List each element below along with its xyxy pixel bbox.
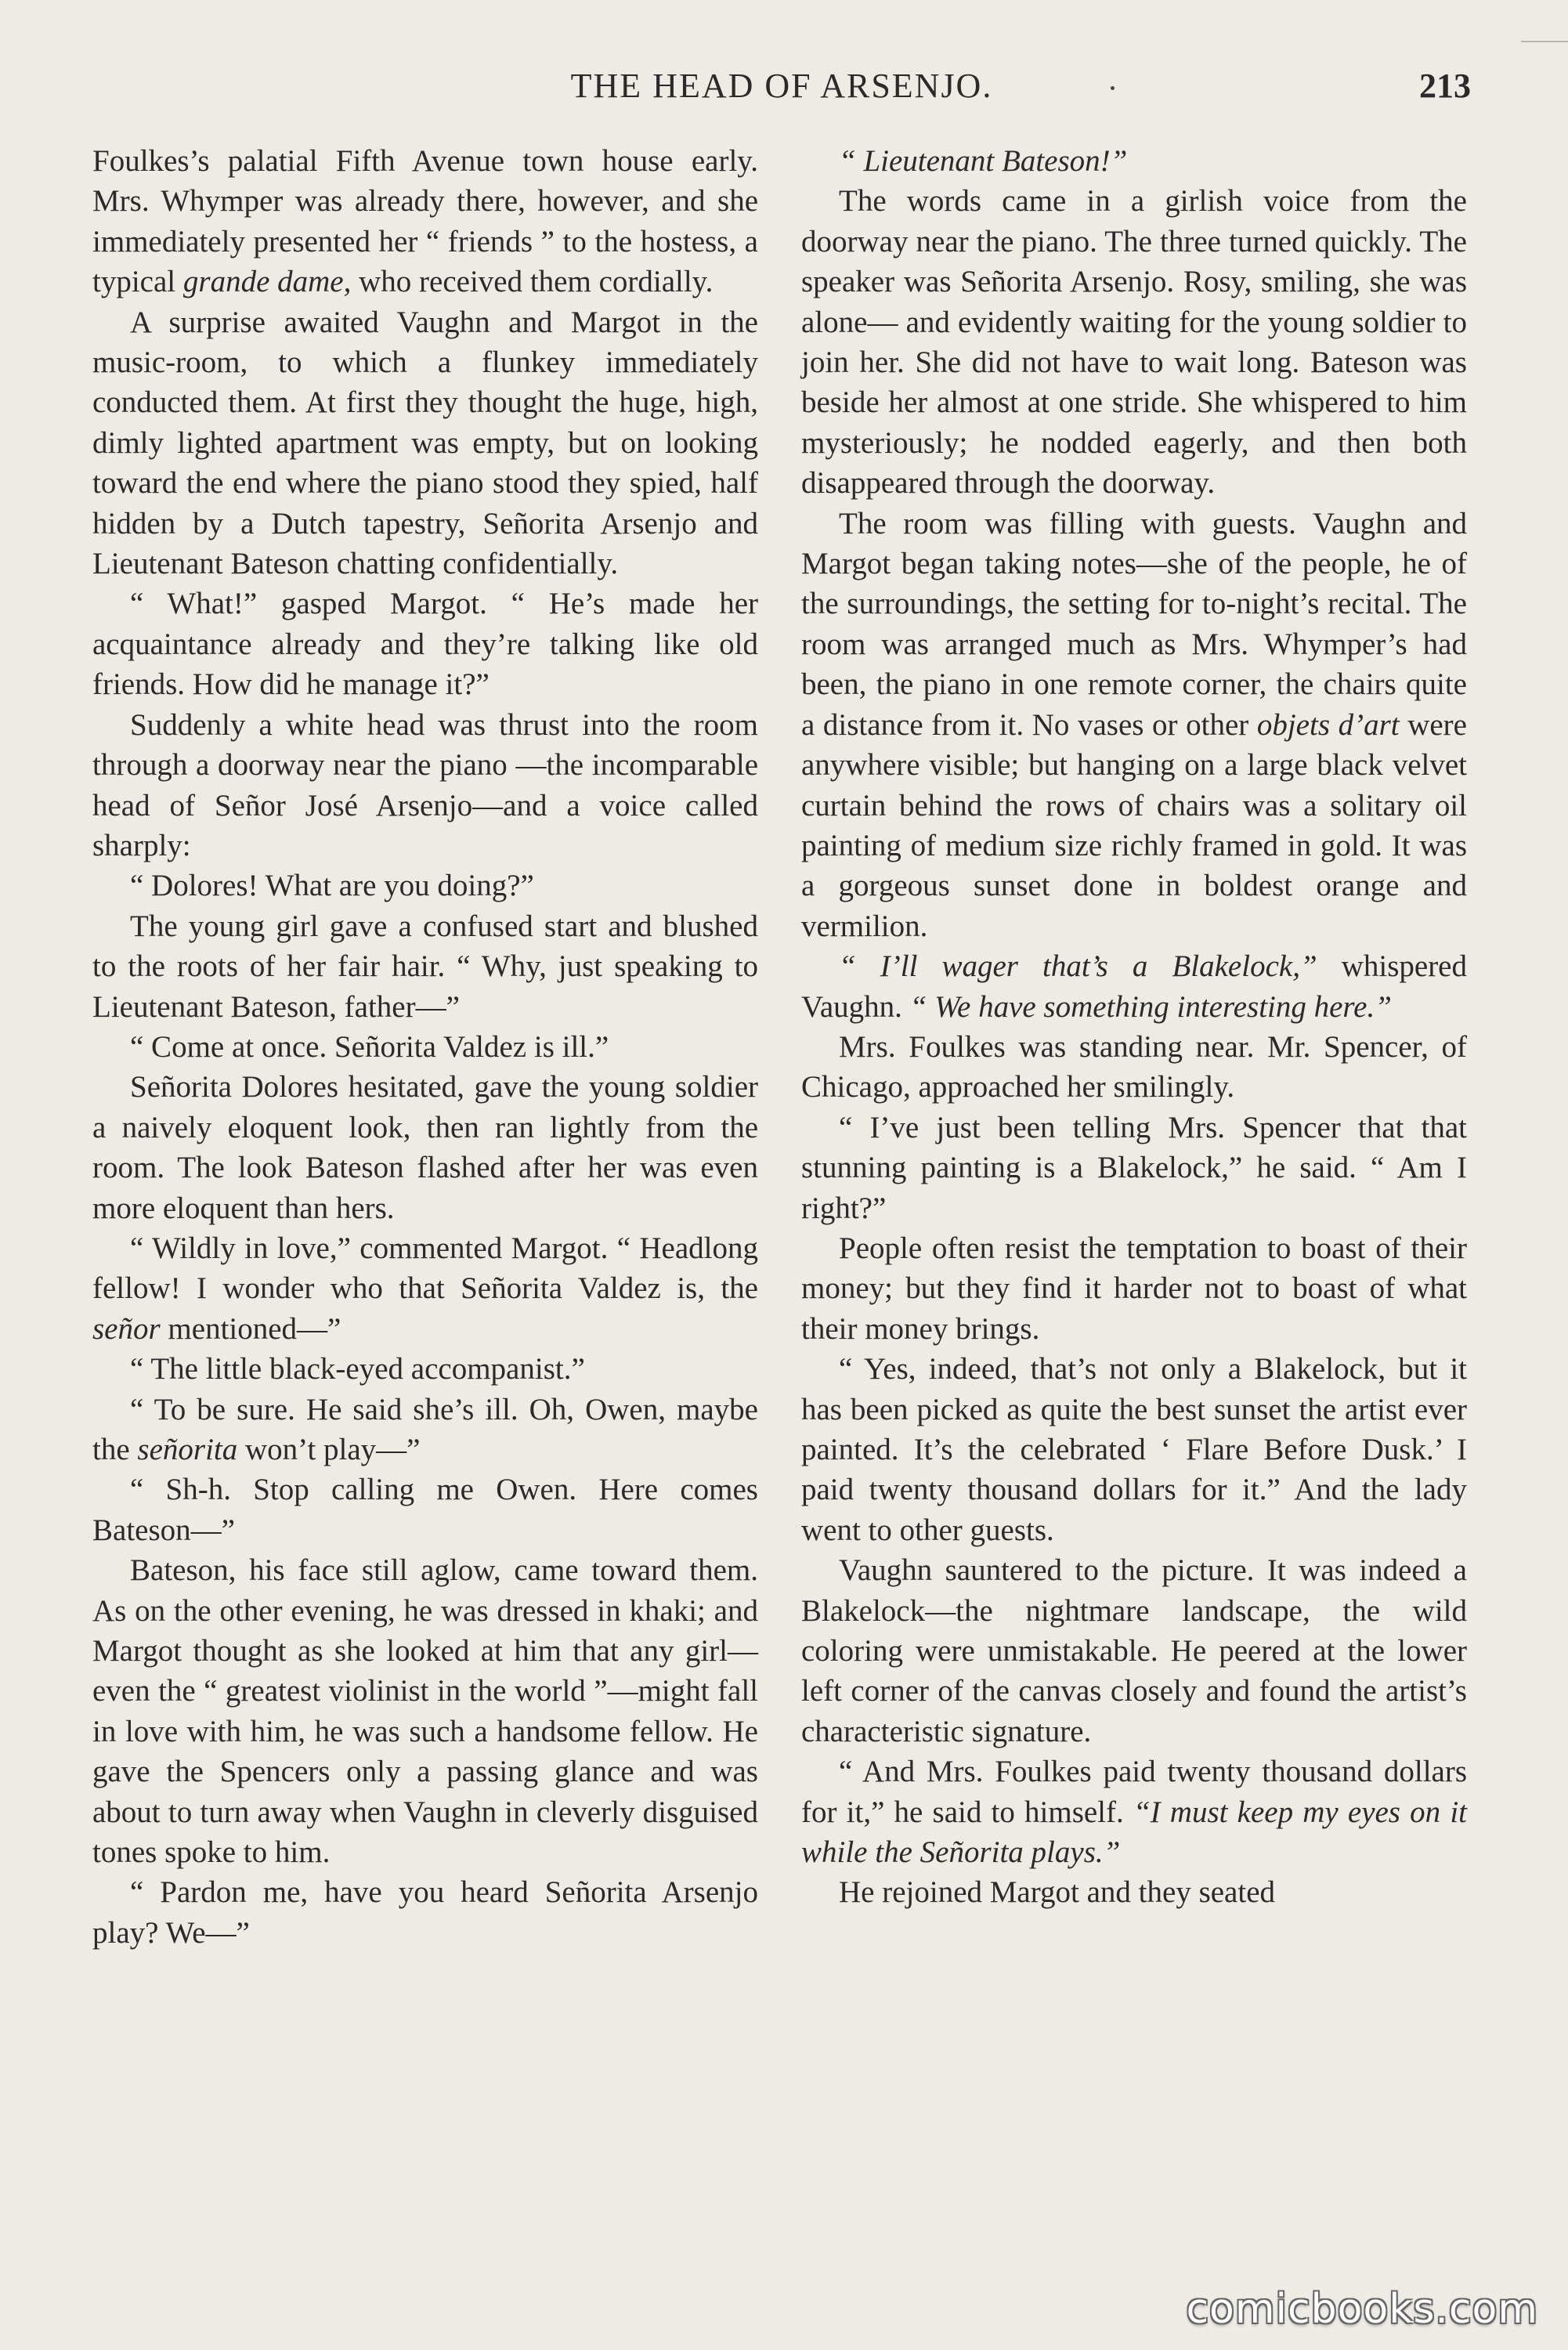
text-run: “ The little black-eyed accompanist.” <box>130 1352 585 1386</box>
paragraph <box>92 1390 758 1470</box>
paragraph <box>92 141 758 302</box>
paragraph <box>801 181 1467 503</box>
watermark: comicbooks.com <box>1186 2286 1538 2333</box>
text-run: He rejoined Margot and they seated <box>839 1875 1276 1910</box>
paragraph <box>92 1470 758 1550</box>
paragraph <box>801 946 1467 1027</box>
paragraph <box>801 504 1467 946</box>
paragraph <box>801 141 1467 181</box>
text-run: Foulkes’s palatial Fifth Avenue town house early. Mrs. Whymper was already there, however, and she immediately presented her “ friends ” to the hostess, a typical <box>92 144 758 299</box>
text-run: were anywhere visible; but hanging on a large black velvet curtain behind the rows of chairs was a solitary oil painting of medium size richly framed in gold. It was a gorgeous sunset done in boldest orange and vermilion. <box>801 707 1467 943</box>
paragraph <box>801 1550 1467 1752</box>
text-run: “ Dolores! What are you doing?” <box>130 869 534 903</box>
paragraph <box>801 1752 1467 1872</box>
page-header <box>92 63 1471 110</box>
paragraph <box>92 1027 758 1067</box>
text-run: “ What!” gasped Margot. “ He’s made her acquaintance already and they’re talking like old friends. How did he manage it?” <box>92 587 758 702</box>
text-run: won’t play—” <box>237 1433 421 1466</box>
scan-edge-mark <box>1521 41 1568 42</box>
italic-run: señorita <box>137 1433 238 1466</box>
text-run: Mrs. Foulkes was standing near. Mr. Spencer, of Chicago, approached her smilingly. <box>801 1029 1467 1104</box>
italic-run: “I must keep my eyes on it while the Señorita plays.” <box>801 1795 1467 1870</box>
text-run: “ Yes, indeed, that’s not only a Blakelock, but it has been picked as quite the best sunset the artist ever painted. It’s the celebrated ‘ Flare Before Dusk.’ I paid twenty thousand dollars for it.” And the lady went to other guests. <box>801 1352 1467 1547</box>
text-run: “ Sh-h. Stop calling me Owen. Here comes Bateson—” <box>92 1473 758 1547</box>
text-run: whispered Vaughn. <box>801 949 1467 1024</box>
right-column <box>801 141 1467 1913</box>
paragraph <box>92 1872 758 1953</box>
print-speck <box>1111 86 1115 90</box>
italic-run: “ Lieutenant Bateson!” <box>839 144 1128 178</box>
text-run: “ Wildly in love,” commented Margot. “ Headlong fellow! I wonder who that Señorita Valdez is, the <box>92 1231 758 1306</box>
paragraph <box>92 906 758 1027</box>
paragraph <box>92 1349 758 1389</box>
text-run: Señorita Dolores hesitated, gave the young soldier a naively eloquent look, then ran lightly from the room. The look Bateson flashed after her was even more eloquent than hers. <box>92 1070 758 1225</box>
text-run: “ To be sure. He said she’s ill. Oh, Owen, maybe the <box>92 1392 758 1466</box>
text-run: Bateson, his face still aglow, came toward them. As on the other evening, he was dressed in khaki; and Margot thought as she looked at him that any girl—even the “ greatest violinist in the world ”—might fall in love with him, he was such a handsome fellow. He gave the Spencers only a passing glance and was about to turn away when Vaughn in cleverly disguised tones spoke to him. <box>92 1553 758 1870</box>
paragraph <box>92 866 758 906</box>
paragraph <box>801 1349 1467 1550</box>
paragraph <box>92 1228 758 1349</box>
italic-run: objets d’art <box>1256 707 1400 742</box>
italic-run: “ We have something interesting here.” <box>909 989 1392 1024</box>
paragraph <box>801 1027 1467 1108</box>
paragraph <box>92 1550 758 1872</box>
italic-run: señor <box>92 1311 161 1346</box>
paragraph <box>92 584 758 704</box>
text-run: “ And Mrs. Foulkes paid twenty thousand dollars for it,” he said to himself. <box>801 1755 1467 1829</box>
paragraph <box>801 1108 1467 1228</box>
paragraph <box>801 1872 1467 1912</box>
text-run: A surprise awaited Vaughn and Margot in the music-room, to which a flunkey immediately conducted them. At first they thought the huge, high, dimly lighted apartment was empty, but on looking toward the end where the piano stood they spied, half hidden by a Dutch tapestry, Señorita Arsenjo and Lieutenant Bateson chatting confidentially. <box>92 305 758 581</box>
text-run: “ Pardon me, have you heard Señorita Arsenjo play? We—” <box>92 1875 758 1950</box>
text-run: mentioned—” <box>160 1311 341 1346</box>
text-run: The young girl gave a confused start and blushed to the roots of her fair hair. “ Why, just speaking to Lieutenant Bateson, father—” <box>92 909 758 1024</box>
text-run: Suddenly a white head was thrust into the room through a doorway near the piano —the incomparable head of Señor José Arsenjo—and a voice called sharply: <box>92 707 758 862</box>
page-number: 213 <box>1419 67 1471 105</box>
paragraph <box>801 1228 1467 1349</box>
text-run: who received them cordially. <box>351 265 714 299</box>
left-column <box>92 141 758 1953</box>
paragraph <box>92 302 758 584</box>
text-run: The room was filling with guests. Vaughn and Margot began taking notes—she of the people, he of the surroundings, the setting for to-night’s recital. The room was arranged much as Mrs. Whymper’s had been, the piano in one remote corner, the chairs quite a distance from it. No vases or other <box>801 506 1467 742</box>
running-title: THE HEAD OF ARSENJO. <box>570 67 993 105</box>
text-run: Vaughn sauntered to the picture. It was indeed a Blakelock—the nightmare landscape, the wild coloring were unmistakable. He peered at the lower left corner of the canvas closely and found the artist’s characteristic signature. <box>801 1553 1467 1748</box>
text-run: People often resist the temptation to boast of their money; but they find it harder not to boast of what their money brings. <box>801 1231 1467 1346</box>
italic-run: “ I’ll wager that’s a Blakelock,” <box>839 949 1317 984</box>
paragraph <box>92 705 758 866</box>
text-run: “ I’ve just been telling Mrs. Spencer that that stunning painting is a Blakelock,” he said. “ Am I right?” <box>801 1110 1467 1225</box>
italic-run: grande dame, <box>182 265 352 299</box>
text-run: The words came in a girlish voice from the doorway near the piano. The three turned quickly. The speaker was Señorita Arsenjo. Rosy, smiling, she was alone— and evidently waiting for the young soldier to join her. She did not have to wait long. Bateson was beside her almost at one stride. She whispered to him mysteriously; he nodded eagerly, and then both disappeared through the doorway. <box>801 184 1467 501</box>
text-run: “ Come at once. Señorita Valdez is ill.” <box>130 1029 609 1064</box>
paragraph <box>92 1067 758 1228</box>
